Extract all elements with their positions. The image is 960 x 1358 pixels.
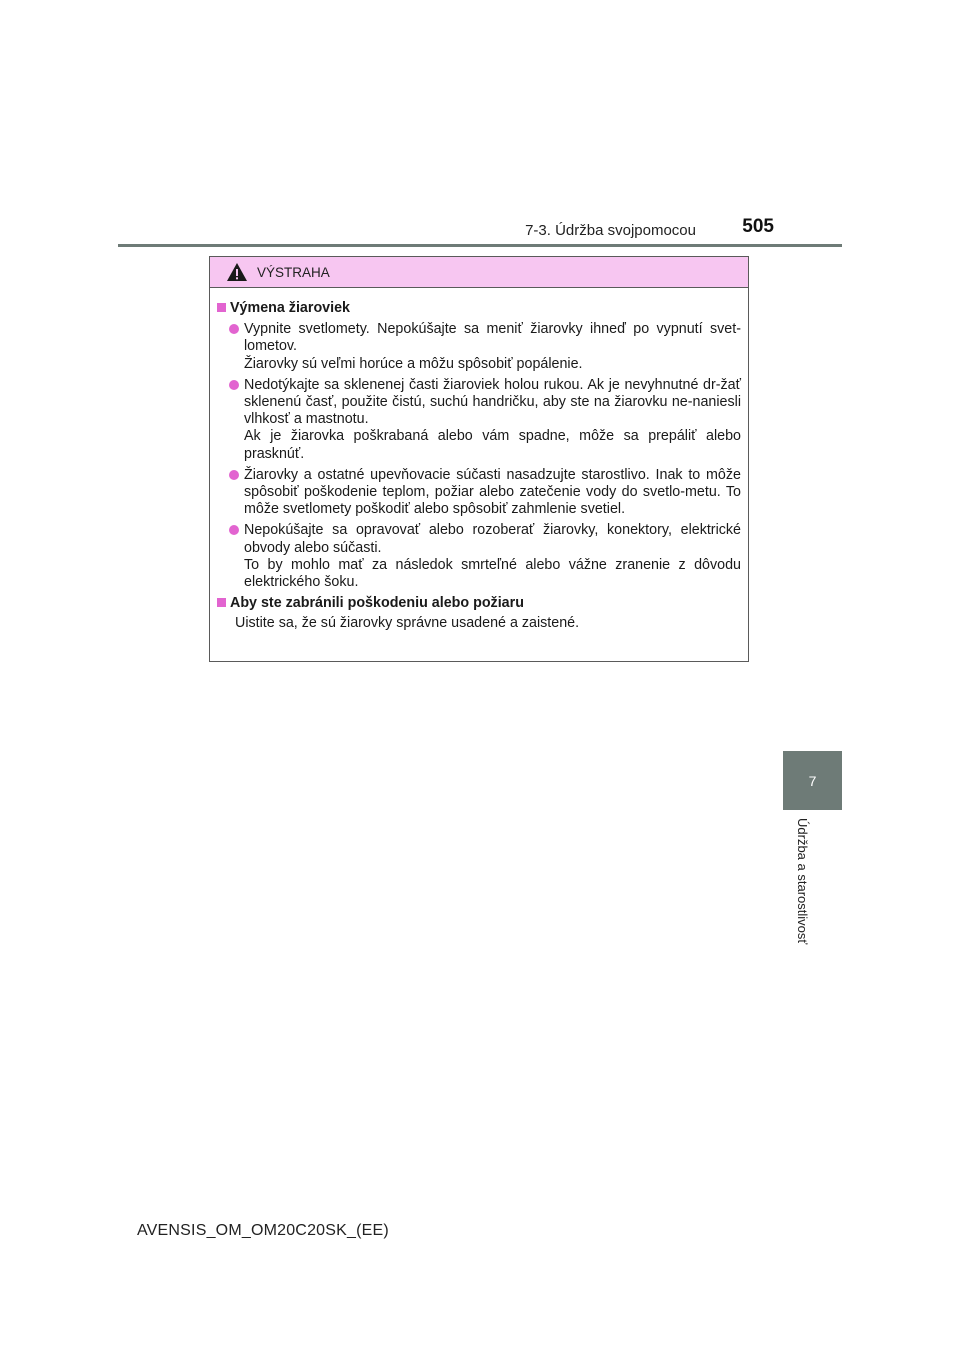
section-text: Uistite sa, že sú žiarovky správne usadené a zaistené.	[235, 615, 580, 632]
chapter-tab: 7	[783, 751, 842, 810]
section-heading	[217, 595, 741, 612]
section-heading	[217, 300, 741, 317]
section-title: 7-3. Údržba svojpomocou	[525, 222, 696, 239]
list-item-text: Ak je žiarovka poškrabaná alebo vám spadne, môže sa prepáliť alebo prasknúť.	[244, 428, 741, 462]
list-item-text: Vypnite svetlomety. Nepokúšajte sa meniť žiarovky ihneď po vypnutí svet-lometov.	[244, 321, 741, 355]
warning-section	[217, 595, 741, 632]
list-item	[217, 467, 741, 519]
list-item-text: Žiarovky sú veľmi horúce a môžu spôsobiť popálenie.	[244, 355, 583, 372]
square-bullet-icon	[217, 598, 226, 607]
document-code: AVENSIS_OM_OM20C20SK_(EE)	[137, 1222, 389, 1239]
list-item-text: Žiarovky a ostatné upevňovacie súčasti nasadzujte starostlivo. Inak to môže spôsobiť poškodenie teplom, požiar alebo zatečenie vody do svetlo-metu. To môže svetlomety poškodiť alebo spôsobiť zahmlenie svetiel.	[244, 466, 741, 518]
bullet-dot-icon	[229, 380, 239, 390]
list-item-text: To by mohlo mať za následok smrteľné alebo vážne zranenie z dôvodu elektrického šoku.	[244, 556, 741, 591]
bullet-dot-icon	[229, 324, 239, 334]
chapter-label: Údržba a starostlivosť	[795, 818, 810, 945]
list-item-text: Nepokúšajte sa opravovať alebo rozoberať žiarovky, konektory, elektrické obvody alebo súčasti.	[244, 522, 741, 556]
bullet-dot-icon	[229, 525, 239, 535]
section-heading-text: Aby ste zabránili poškodeniu alebo požiaru	[230, 595, 524, 612]
warning-title: VÝSTRAHA	[257, 264, 330, 280]
section-heading-text: Výmena žiaroviek	[230, 300, 351, 316]
warning-triangle-icon	[226, 262, 248, 282]
list-item-text: Nedotýkajte sa sklenenej časti žiaroviek holou rukou. Ak je nevyhnutné dr-žať sklenenú časť, použite čistú, suchú handričku, aby ste na žiarovku ne-naniesli vlhkosť a mastnotu.	[244, 376, 741, 428]
list-item	[217, 522, 741, 591]
warning-section	[217, 300, 741, 591]
warning-body	[210, 288, 748, 633]
list-item	[217, 321, 741, 373]
header-divider	[118, 244, 842, 247]
warning-header	[210, 257, 748, 288]
bullet-dot-icon	[229, 470, 239, 480]
page-number: 505	[742, 216, 774, 237]
list-item	[217, 377, 741, 463]
warning-box	[209, 256, 749, 662]
square-bullet-icon	[217, 303, 226, 312]
